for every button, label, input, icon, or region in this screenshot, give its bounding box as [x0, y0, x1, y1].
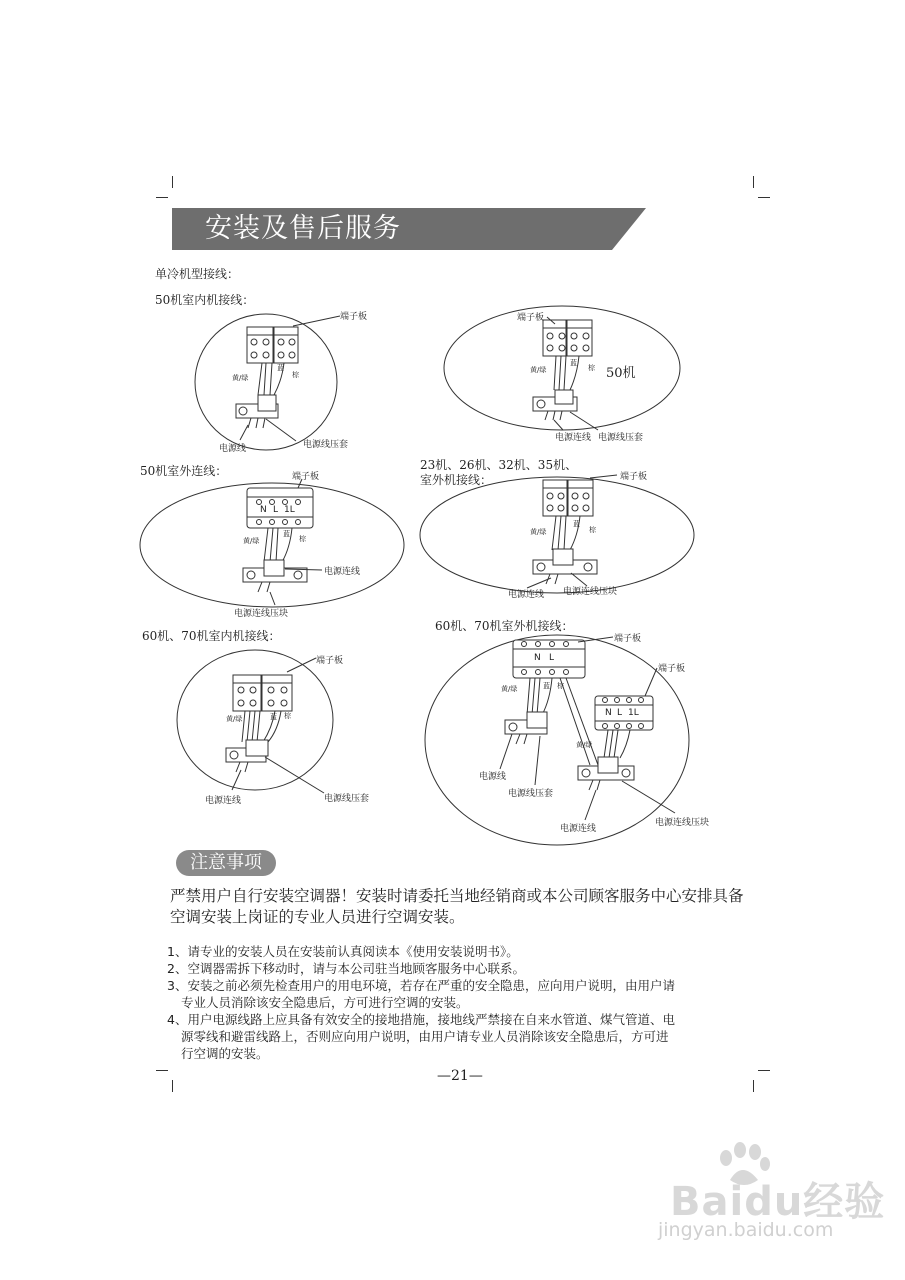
d4-brown-label: 棕 — [589, 526, 596, 534]
d3-connecting-clamp-label: 电源连线压块 — [234, 609, 289, 619]
d1-brown-label: 棕 — [292, 371, 299, 379]
d5-terminal-board-label: 端子板 — [316, 656, 344, 666]
d3-terminal-board-label: 端子板 — [292, 472, 320, 482]
d5-yellow-green-label: 黄/绿 — [226, 715, 243, 723]
d2-model-label: 50机 — [606, 366, 636, 381]
notice-item-4-line3: 行空调的安装。 — [181, 1046, 269, 1061]
outdoor-50-label: 50机室外连线： — [140, 464, 228, 478]
d2-blue-label: 蓝 — [570, 359, 577, 367]
diagram-outdoor-50 — [140, 479, 404, 607]
d6-connecting-clamp-label: 电源连线压块 — [655, 818, 710, 828]
d1-cord-clamp-label: 电源线压套 — [303, 440, 349, 450]
d2-brown-label: 棕 — [588, 364, 595, 372]
single-cool-wiring-label: 单冷机型接线： — [155, 267, 240, 281]
outdoor-60-70-label: 60机、70机室外机接线： — [435, 619, 574, 633]
d6b-terminal-1l: 1L — [628, 708, 639, 718]
page-title: 安装及售后服务 — [205, 213, 401, 244]
notice-title: 注意事项 — [190, 852, 262, 873]
d1-blue-label: 蓝 — [277, 364, 284, 372]
d6b-yellow-green-label: 黄/绿 — [576, 741, 593, 749]
d2-terminal-board-label: 端子板 — [517, 313, 545, 323]
d4-connecting-clamp-label: 电源连线压块 — [563, 587, 618, 597]
d6-terminal-n: N — [534, 653, 541, 663]
diagram-indoor-50 — [195, 314, 340, 450]
d4-terminal-board-label: 端子板 — [620, 472, 648, 482]
notice-item-1: 1、请专业的安装人员在安装前认真阅读本《使用安装说明书》。 — [167, 944, 519, 959]
notice-item-3-line1: 3、安装之前必须先检查用户的用电环境，若存在严重的安全隐患，应向用户说明，由用户请 — [167, 978, 675, 993]
d5-cord-clamp-label: 电源线压套 — [324, 794, 370, 804]
notice-item-4-line2: 源零线和避雷线路上，否则应向用户说明，由用户请专业人员消除该安全隐患后，方可进 — [181, 1029, 669, 1044]
d6-terminal-board-label-1: 端子板 — [614, 634, 642, 644]
d3-connecting-cord-label: 电源连线 — [324, 567, 361, 577]
indoor-50-label: 50机室内机接线： — [155, 293, 255, 307]
d6-yellow-green-label: 黄/绿 — [501, 685, 518, 693]
d2-yellow-green-label: 黄/绿 — [530, 366, 547, 374]
watermark-brand: Baidu经验 — [670, 1179, 886, 1225]
notice-item-3-line2: 专业人员消除该安全隐患后，方可进行空调的安装。 — [181, 995, 469, 1010]
d1-terminal-board-label: 端子板 — [340, 312, 368, 322]
outdoor-23-35-label-line2: 室外机接线： — [420, 473, 493, 487]
diagram-outdoor-60-70 — [425, 635, 689, 845]
indoor-60-70-label: 60机、70机室内机接线： — [142, 629, 281, 643]
notice-item-4-line1: 4、用户电源线路上应具备有效安全的接地措施，接地线严禁接在自来水管道、煤气管道、电 — [167, 1012, 675, 1027]
d6-blue-label: 蓝 — [543, 682, 550, 690]
d2-connecting-cord-label: 电源连线 — [555, 433, 592, 443]
notice-lead-line2: 空调安装上岗证的专业人员进行空调安装。 — [170, 908, 465, 926]
d3-blue-label: 蓝 — [283, 530, 290, 538]
d6-brown-label: 棕 — [557, 682, 564, 690]
d5-blue-label: 蓝 — [270, 713, 277, 721]
d6-terminal-board-label-2: 端子板 — [658, 664, 686, 674]
d3-terminal-n: N — [260, 505, 267, 515]
d4-yellow-green-label: 黄/绿 — [530, 528, 547, 536]
d6-connecting-cord-label: 电源连线 — [560, 824, 597, 834]
d3-yellow-green-label: 黄/绿 — [243, 537, 260, 545]
watermark-url: jingyan.baidu.com — [658, 1219, 834, 1241]
d4-blue-label: 蓝 — [573, 520, 580, 528]
d6b-terminal-l: L — [617, 708, 623, 718]
notice-lead-line1: 严禁用户自行安装空调器！安装时请委托当地经销商或本公司顾客服务中心安排具备 — [170, 887, 744, 905]
d3-terminal-1l: 1L — [284, 505, 295, 515]
notice-item-2: 2、空调器需拆下移动时，请与本公司驻当地顾客服务中心联系。 — [167, 961, 525, 976]
d6-terminal-l: L — [549, 653, 555, 663]
d1-power-cord-label: 电源线 — [219, 444, 247, 454]
d6b-terminal-n: N — [605, 708, 612, 718]
d2-cord-clamp-label: 电源线压套 — [598, 433, 644, 443]
page-number: —21— — [437, 1068, 483, 1084]
d5-brown-label: 棕 — [284, 712, 291, 720]
d6-power-cord-label: 电源线 — [479, 772, 507, 782]
diagram-outdoor-23-35 — [420, 475, 694, 593]
d6-cord-clamp-label: 电源线压套 — [508, 789, 554, 799]
d3-terminal-l: L — [273, 505, 279, 515]
d5-connecting-cord-label: 电源连线 — [205, 796, 242, 806]
d4-connecting-cord-label: 电源连线 — [508, 590, 545, 600]
outdoor-23-35-label-line1: 23机、26机、32机、35机、 — [420, 458, 578, 472]
diagram-indoor-60-70 — [177, 650, 333, 793]
d3-brown-label: 棕 — [299, 535, 306, 543]
diagram-unit-50 — [444, 306, 680, 430]
d1-yellow-green-label: 黄/绿 — [232, 374, 249, 382]
